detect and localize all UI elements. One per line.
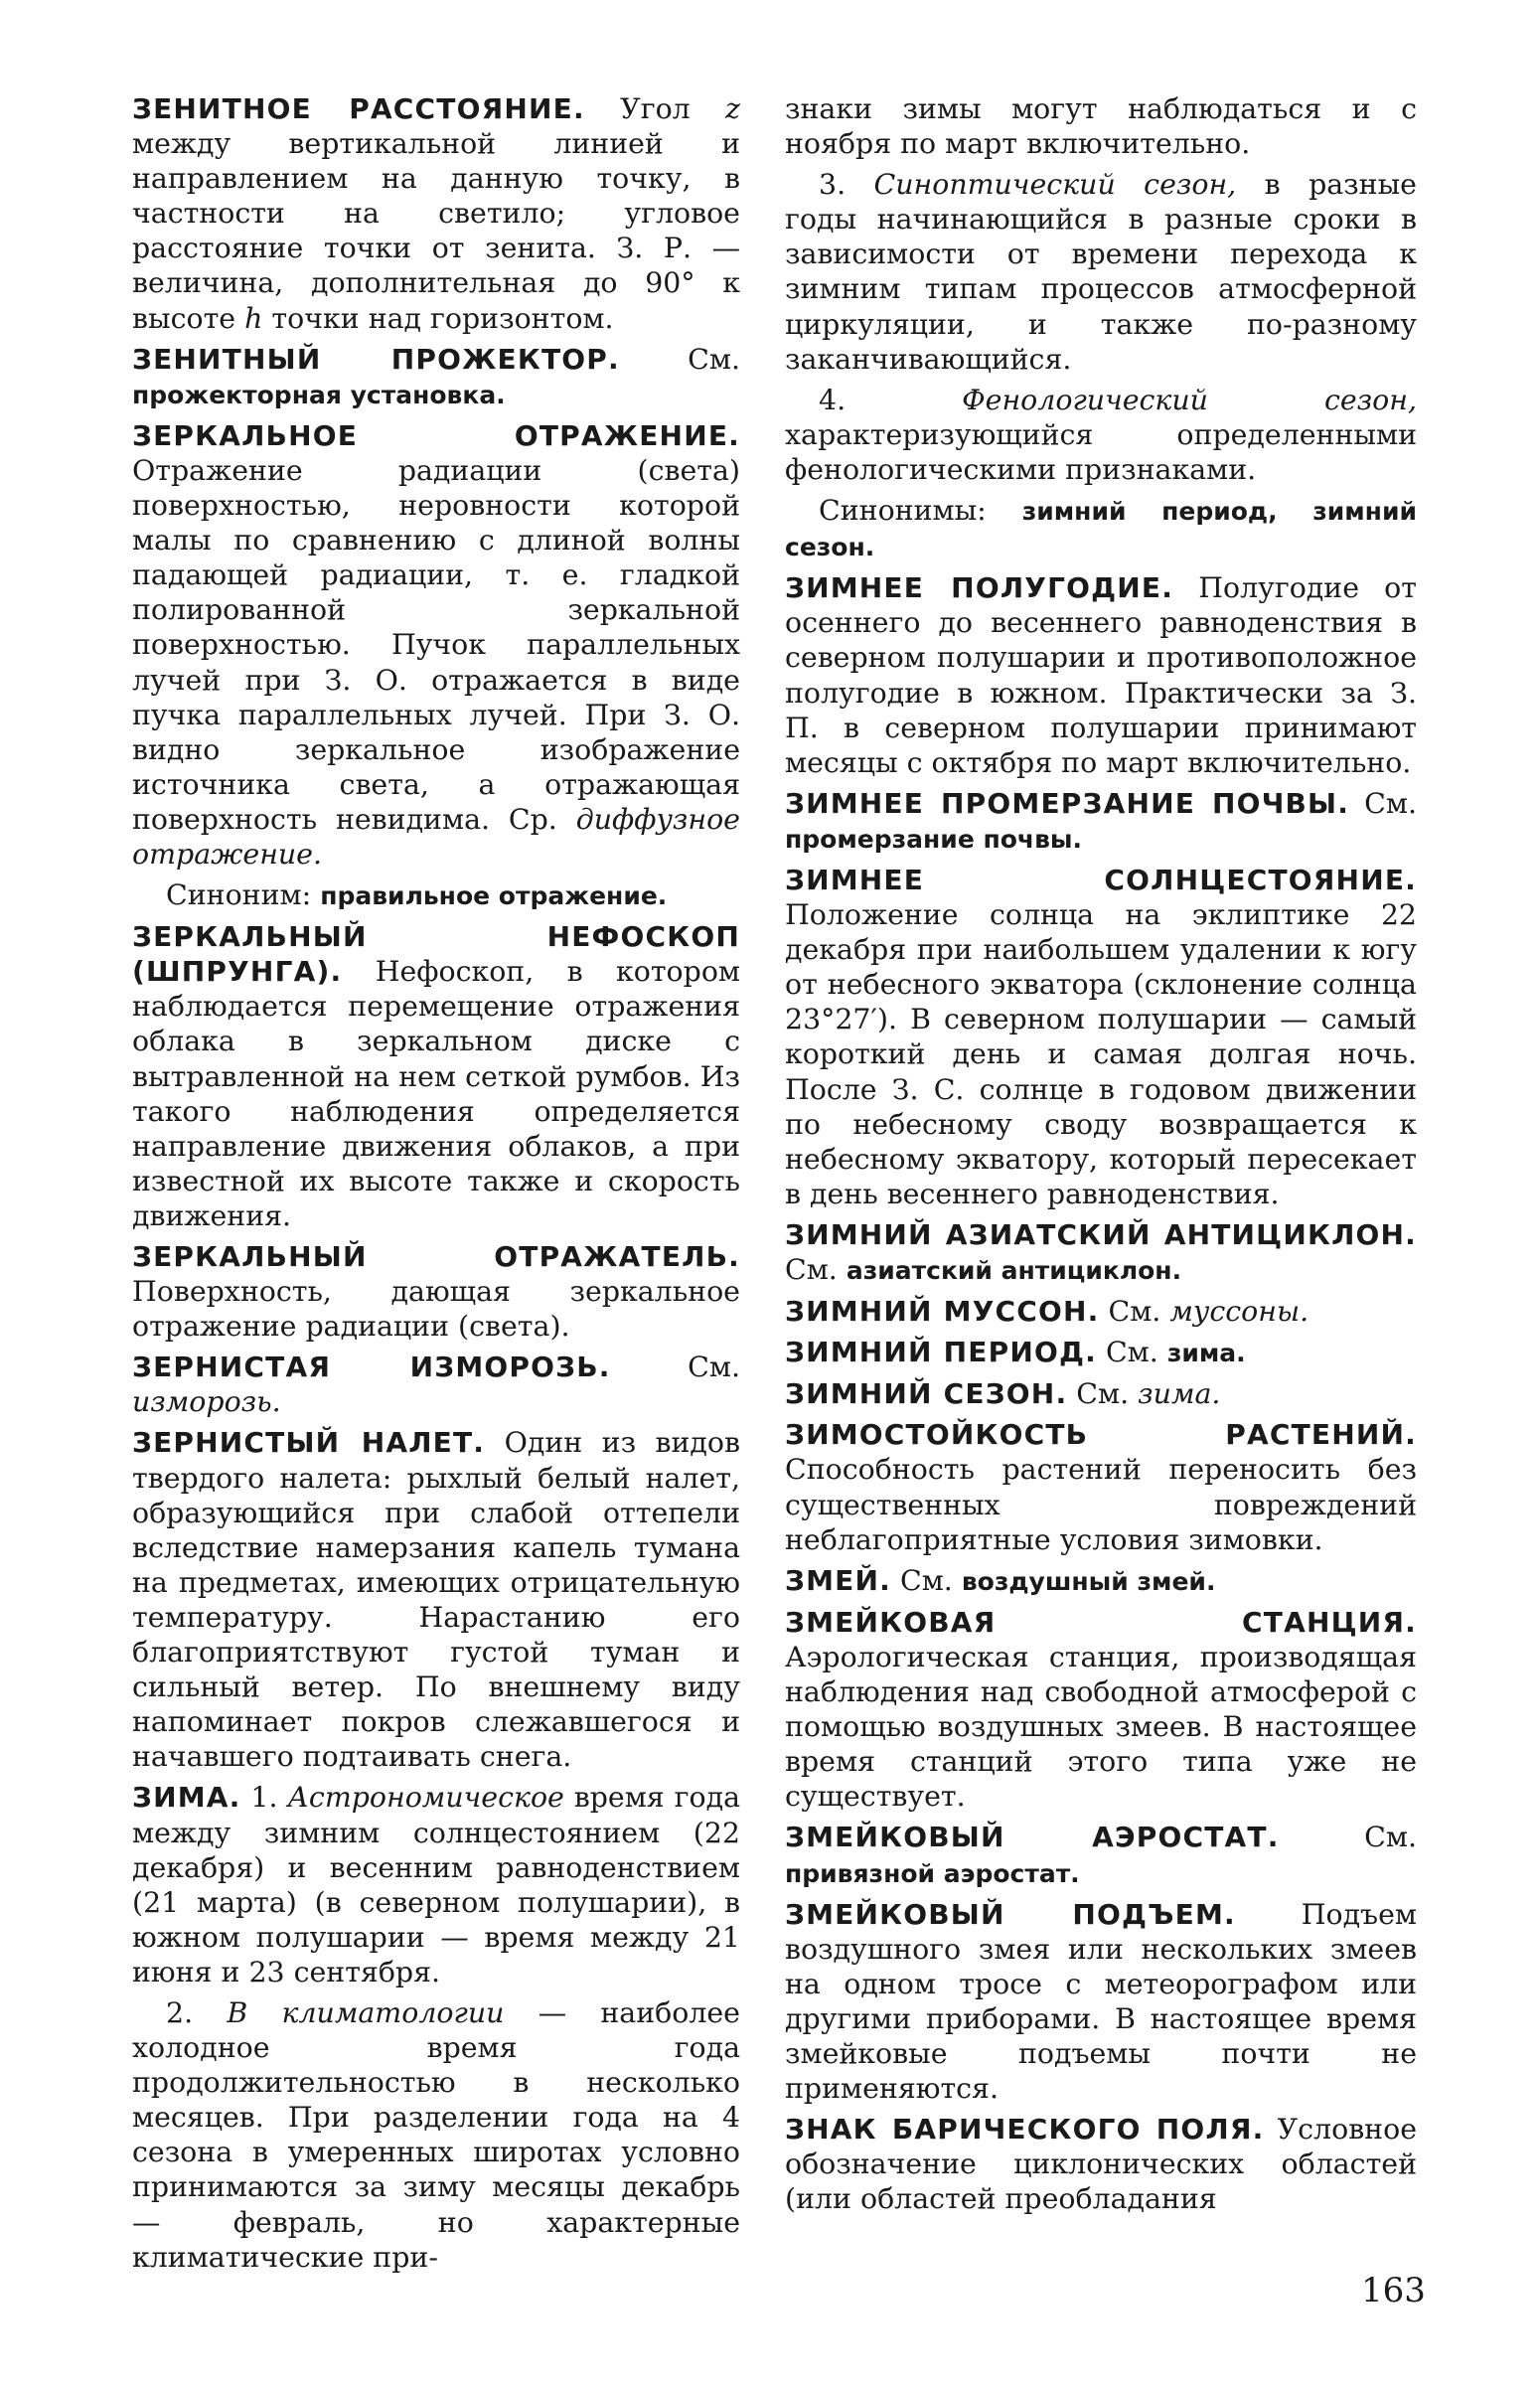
definition-text: Поверхность, дающая зеркальное отражение радиации (света). [132, 1275, 740, 1344]
entry-winter-half-year [785, 570, 1417, 780]
headword: ЗМЕЙКОВЫЙ АЭРОСТАТ. [785, 1821, 1280, 1854]
cross-reference: привязной аэростат. [785, 1858, 1080, 1888]
entry-winter-period [785, 1335, 1417, 1370]
definition-text: Полугодие от осеннего до весеннего равноденствия в северном полушарии и противоположное полугодие в южном. Практически за З. П. в северном полушарии принимают месяцы с октября по март включительно. [785, 571, 1417, 779]
entry-winter-soil-freezing [785, 786, 1417, 857]
definition-text: между вертикальной линией и направлением на данную точку, в частности на светило; угловое расстояние точки от зенита. З. Р. — величина, дополнительная до 90° к высоте [132, 127, 740, 335]
cross-reference: зима. [1138, 1377, 1221, 1411]
definition-text: — наиболее холодное время года продолжительностью в несколько месяцев. При разделении года на 4 сезона в умеренных широтах условно принимаются за зиму месяцы декабрь — февраль, но характерные климатические при- [132, 1995, 740, 2274]
see-label: См. [1096, 1336, 1167, 1369]
entry-zenith-projector [132, 342, 740, 412]
entry-granular-deposit [132, 1425, 740, 1774]
cross-reference: прожекторная установка. [132, 380, 506, 409]
entry-kite-station [785, 1605, 1417, 1815]
headword: ЗИМНИЙ МУССОН. [785, 1295, 1100, 1329]
entry-baric-field-sign [785, 2112, 1417, 2216]
entry-kite-balloon [785, 1820, 1417, 1890]
sense-label: Астрономическое [287, 1781, 564, 1815]
headword: ЗИМНЕЕ СОЛНЦЕСТОЯНИЕ. [785, 863, 1417, 896]
sense-label: Синоптический сезон, [873, 168, 1237, 202]
see-label: См. [890, 1563, 962, 1597]
entry-winter-sense-2 [132, 1995, 740, 2275]
synonym-term: зимний период, зимний сезон. [785, 497, 1417, 562]
definition-text: точки над горизонтом. [262, 301, 614, 335]
sense-number: 2. [166, 1995, 228, 2029]
entry-zenith-distance [132, 91, 740, 336]
left-column [132, 91, 740, 2281]
synonym-line [132, 877, 740, 913]
definition-text: характеризующийся определенными фенологическими признаками. [785, 417, 1417, 486]
entry-granular-rime [132, 1350, 740, 1419]
symbol-h: h [244, 301, 263, 335]
page-number: 163 [1361, 2271, 1426, 2310]
see-label: См. [1099, 1295, 1170, 1329]
synonym-label: Синонимы: [819, 494, 1022, 528]
entry-specular-reflection [132, 418, 740, 872]
entry-winter-monsoon [785, 1294, 1417, 1329]
compare-reference: диффузное отражение. [132, 802, 740, 871]
synonym-term: правильное отражение. [320, 881, 668, 911]
headword: ЗЕРКАЛЬНОЕ ОТРАЖЕНИЕ. [132, 418, 740, 452]
headword: ЗИМА. [132, 1781, 241, 1815]
entry-kite-ascent [785, 1897, 1417, 2107]
headword: ЗЕРНИСТАЯ ИЗМОРОЗЬ. [132, 1351, 611, 1384]
entry-winter-continued [785, 91, 1417, 161]
definition-text: Аэрологическая станция, производящая наблюдения над свободной атмосферой с помощью воздушных змеев. В настоящее время станций этого типа уже не существует. [785, 1640, 1417, 1814]
headword: ЗИМНЕЕ ПРОМЕРЗАНИЕ ПОЧВЫ. [785, 786, 1350, 820]
definition-text: Нефоскоп, в котором наблюдается перемещение отражения облака в зеркальном диске с вытравленной на нем сеткой румбов. Из такого наблюдения определяется направление движения облаков, а при известной их высоте также и скорость движения. [132, 955, 740, 1232]
sense-number: 3. [819, 168, 874, 202]
entry-winter-sense-4 [785, 383, 1417, 487]
definition-text: Положение солнца на эклиптике 22 декабря при наибольшем удалении к югу от небесного экватора (склонение солнца 23°27′). В северном полушарии — самый короткий день и самая долгая ночь. После З. С. солнце в годовом движении по небесному своду возвращается к небесному экватору, который пересекает в день весеннего равноденствия. [785, 898, 1417, 1210]
headword: ЗЕРКАЛЬНЫЙ ОТРАЖАТЕЛЬ. [132, 1240, 740, 1273]
see-label: См. [1349, 786, 1417, 820]
definition-text: время года между зимним солнцестоянием (22 декабря) и весенним равноденствием (21 марта) (в северном полушарии), в южном полушарии — время между 21 июня и 23 сентября. [132, 1781, 740, 1988]
headword: ЗИМНИЙ ПЕРИОД. [785, 1336, 1097, 1369]
headword: ЗМЕЙ. [785, 1563, 891, 1597]
headword: ЗИМОСТОЙКОСТЬ РАСТЕНИЙ. [785, 1418, 1417, 1452]
synonym-label: Синоним: [166, 878, 321, 912]
definition-text: Угол [620, 92, 726, 125]
headword: ЗИМНИЙ СЕЗОН. [785, 1377, 1068, 1411]
definition-text: в разные годы начинающийся в разные сроки в зависимости от времени перехода к зимним типам процессов атмосферной циркуляции, и также по-разному заканчивающийся. [785, 168, 1417, 376]
symbol-z: z [725, 92, 741, 125]
see-label: См. [1067, 1377, 1139, 1411]
headword: ЗЕНИТНЫЙ ПРОЖЕКТОР. [132, 342, 620, 376]
see-label: См. [785, 1253, 847, 1286]
entry-winter-asian-anticyclone [785, 1217, 1417, 1288]
entry-winter-sense-3 [785, 167, 1417, 377]
definition-text: Подъем воздушного змея или нескольких змеев на одном тросе с метеорографом или другими приборами. В настоящее время змейковые подъемы почти не применяются. [785, 1897, 1417, 2106]
headword: ЗЕРНИСТЫЙ НАЛЕТ. [132, 1426, 486, 1460]
headword: ЗМЕЙКОВЫЙ ПОДЪЕМ. [785, 1897, 1236, 1931]
see-label: См. [619, 342, 740, 376]
cross-reference: воздушный змей. [961, 1566, 1216, 1596]
entry-kite [785, 1563, 1417, 1599]
entry-winter-season [785, 1376, 1417, 1411]
headword: ЗИМНИЙ АЗИАТСКИЙ АНТИЦИКЛОН. [785, 1217, 1417, 1251]
right-column [785, 91, 1417, 2222]
headword: ЗЕНИТНОЕ РАССТОЯНИЕ. [132, 92, 585, 125]
sense-number: 1. [240, 1781, 288, 1815]
definition-text: знаки зимы могут наблюдаться и с ноября по март включительно. [785, 92, 1417, 161]
definition-text: Отражение радиации (света) поверхностью, неровности которой малы по сравнению с длиной волны падающей радиации, т. е. гладкой полированной зеркальной поверхностью. Пучок параллельных лучей при З. О. отражается в виде пучка параллельных лучей. При З. О. видно зеркальное изображение источника света, а отражающая поверхность невидима. Ср. [132, 453, 740, 836]
cross-reference: зима. [1166, 1339, 1246, 1368]
headword: ЗНАК БАРИЧЕСКОГО ПОЛЯ. [785, 2113, 1265, 2146]
cross-reference: азиатский антициклон. [846, 1256, 1182, 1285]
entry-plant-winter-hardiness [785, 1417, 1417, 1556]
cross-reference: муссоны. [1169, 1295, 1309, 1329]
headword: ЗИМНЕЕ ПОЛУГОДИЕ. [785, 571, 1174, 605]
cross-reference: изморозь. [132, 1385, 281, 1419]
headword: ЗМЕЙКОВАЯ СТАНЦИЯ. [785, 1605, 1417, 1639]
definition-text: Условное обозначение циклонических областей (или областей преобладания [785, 2113, 1417, 2216]
sense-number: 4. [819, 383, 963, 416]
headword: ЗЕРКАЛЬНЫЙ НЕФОСКОП (ШПРУНГА). [132, 920, 740, 989]
entry-mirror-nephoscope [132, 919, 740, 1233]
entry-winter [132, 1780, 740, 1989]
definition-text: Один из видов твердого налета: рыхлый белый налет, образующийся при слабой оттепели вследствие намерзания капель тумана на предметах, имеющих отрицательную температуру. Нарастанию его благоприятствуют густой туман и сильный ветер. По внешнему виду напоминает покров слежавшегося и начавшего подтаивать снега. [132, 1426, 740, 1774]
entry-winter-solstice [785, 863, 1417, 1211]
entry-mirror-reflector [132, 1239, 740, 1344]
synonym-line [785, 493, 1417, 564]
sense-label: Фенологический сезон, [962, 383, 1417, 416]
definition-text: Способность растений переносить без существенных повреждений неблагоприятные условия зимовки. [785, 1453, 1417, 1556]
sense-label: В климатологии [227, 1995, 505, 2029]
see-label: См. [610, 1351, 740, 1384]
see-label: См. [1279, 1821, 1417, 1854]
cross-reference: промерзание почвы. [785, 824, 1083, 854]
